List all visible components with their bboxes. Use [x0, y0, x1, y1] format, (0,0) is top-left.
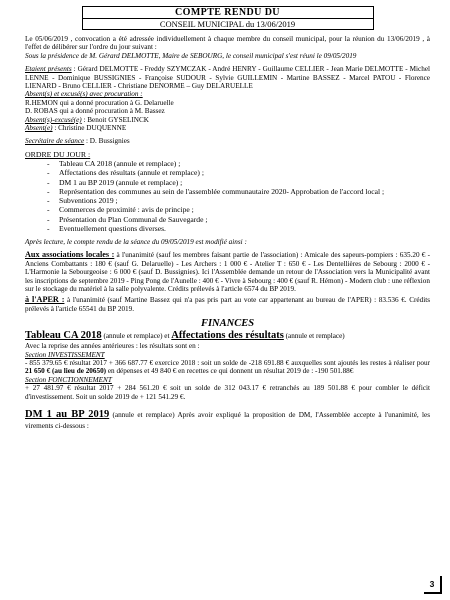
intro-convocation: Le 05/06/2019 , convocation a été adressée individuellement à chaque membre du conseil municipal, pour la réunion du 13/06/2019 , à l'effet de délibérer sur l'ordre du jour suivant :: [25, 35, 430, 52]
odj-item: - DM 1 au BP 2019 (annule et remplace) ;: [47, 178, 430, 187]
absente-value: : Christine DUQUENNE: [52, 124, 127, 133]
absente-label: Absent(e): [25, 124, 53, 133]
ca-intro: Avec la reprise des années antérieures : les résultats sont en :: [25, 342, 200, 351]
odj-item: - Présentation du Plan Communal de Sauvegarde ;: [47, 215, 430, 224]
procuration-1: R.HEMON qui a donné procuration à G. Delaruelle: [25, 98, 174, 107]
excuses-value: : Benoit GYSELINCK: [81, 115, 149, 124]
odj-item: - Eventuellement questions diverses.: [47, 224, 430, 233]
investissement-text-1: - 855 379.65 € résultat 2017 + 366 687.77 € exercice 2018 : soit un solde de -218 691.88 € auxquelles sont ajoutés les restes à réaliser pour: [25, 358, 430, 367]
presents-label: Etaient présents: [25, 65, 72, 74]
associations-text: à l'unanimité (sauf les membres faisant partie de l'association) : Amicale des sapeurs-pompiers : 635.20 € - Anciens Combattants : 180 € (sauf G. Delaruelle) - Les Archers : 1 000 € - Atelier T : 650 € - Les Dentellières de Sebourg : 2000 € - L'Harmonie la Sebourgeoise : 6 000 € (sauf D. Bussignies). Ici l'Assemblée demande un retour de l'Association vers la Municipalité avant les inscriptions de septembre 2019 - Ping Pong de l'Aunelle : 400 € - Vivre à Sebourg : 400 € (sauf R. Hémon) - Modern club : une réflexion sur le stockage du matériel à la salle polyvalente. Crédits prélevés à l'article 6574 du BP 2019.: [25, 251, 431, 293]
odj-item: - Affectations des résultats (annule et remplace) ;: [47, 168, 430, 177]
dm-text: (annule et remplace) Après avoir expliqué la proposition de DM, l'Assemblée accepte à l'unanimité, les virements ci-dessous :: [25, 411, 430, 430]
procuration-2: D. ROBAS qui a donné procuration à M. Bassez: [25, 107, 165, 116]
title-box: [82, 6, 374, 30]
ca-title: Tableau CA 2018: [25, 330, 102, 342]
page-number: 3: [424, 576, 442, 594]
odj-list: [25, 159, 430, 233]
aper-label: à l'APER :: [25, 295, 65, 305]
secretaire-label: Secrétaire de séance: [25, 137, 85, 146]
intro-presidence: Sous la présidence de M. Gérard DELMOTTE, Maire de SEBOURG, le conseil municipal s'est réuni le 09/05/2019: [25, 51, 357, 60]
document-page: [25, 6, 430, 432]
aper-paragraph: [25, 296, 430, 313]
secretaire-value: : D. Bussignies: [84, 137, 130, 146]
odj-item: - Représentation des communes au sein de l'assemblée communautaire 2020- Approbation de l'accord local ;: [47, 187, 430, 196]
excuses-line: [25, 116, 430, 124]
secretaire-line: [25, 137, 430, 145]
investissement-bold: 21 650 € (au lieu de 20650): [25, 367, 107, 376]
affectations-title: Affectations des résultats: [171, 330, 284, 342]
presents-paragraph: [25, 65, 430, 90]
document-subtitle: CONSEIL MUNICIPAL du 13/06/2019: [159, 19, 296, 29]
excuses-label: Absent(s)-excusé(e): [25, 115, 82, 124]
associations-label: Aux associations locales :: [25, 250, 115, 260]
dm-title: DM 1 au BP 2019: [25, 409, 110, 420]
fonctionnement-label: Section FONCTIONNEMENT: [25, 375, 112, 384]
finances-heading: FINANCES: [200, 318, 255, 330]
absente-line: [25, 124, 430, 132]
approval-text: Après lecture, le compte rendu de la séance du 09/05/2019 est modifié ainsi :: [25, 237, 247, 246]
associations-paragraph: [25, 251, 430, 293]
affectations-tail: (annule et remplace): [283, 332, 345, 341]
ca-mid: (annule et remplace) et: [101, 332, 172, 341]
odj-label: ORDRE DU JOUR :: [25, 149, 91, 159]
odj-item: - Subventions 2019 ;: [47, 196, 430, 205]
investissement-text-2: en dépenses et 49 840 € en recettes ce qui donnent un résultat 2019 de : -190 501.88€: [106, 367, 354, 376]
ca-heading: [25, 330, 430, 342]
aper-text: à l'unanimité (sauf Martine Bassez qui n'a pas pris part au vote car appartenant au bureau de l'APER) : 83.536 €. Crédits prélevés à l'article 65541 du BP 2019.: [25, 296, 430, 313]
investissement-text: [25, 359, 430, 376]
dm-paragraph: [25, 409, 430, 432]
odj-item: - Commerces de proximité : avis de principe ;: [47, 205, 430, 214]
odj-item: - Tableau CA 2018 (annule et remplace) ;: [47, 159, 430, 168]
presents-list: : Gérard DELMOTTE - Freddy SZYMCZAK - André HENRY - Guillaume CELLIER - Jean Marie DELMOTTE - Michel LENNE - Dominique BUSSIGNIES - Françoise SUDOUR - Sylvie GUILLEMIN - Martine BASSEZ - Marcel PATOU - Florence LIENARD - Bruno CELLIER - Christiane DENORME – Guy DELARUELLE: [25, 65, 431, 91]
document-title: COMPTE RENDU DU: [83, 7, 373, 19]
procuration-label: Absent(s) et excusé(s) avec procuration :: [25, 90, 143, 99]
fonctionnement-text: + 27 481.97 € résultat 2017 + 284 561.20 € soit un solde de 312 043.17 € retranchés au 189 501.88 € pour combler le déficit d'investissement. Soit un solde 2019 de + 121 541.29 €.: [25, 384, 430, 401]
investissement-label: Section INVESTISSEMENT: [25, 350, 105, 359]
